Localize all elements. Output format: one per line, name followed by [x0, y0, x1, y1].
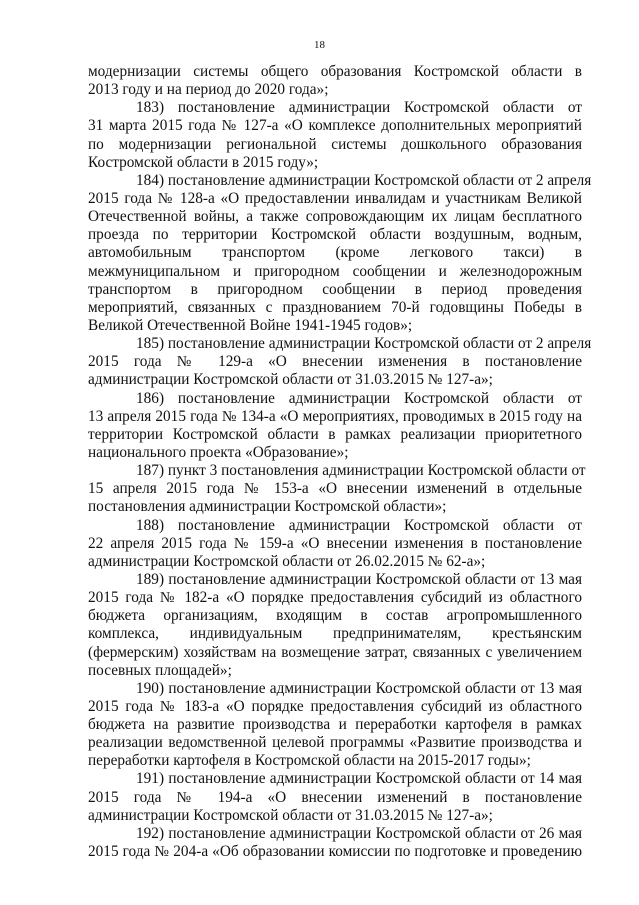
text-line: 185) постановление администрации Костромской области от 2 апреля: [136, 335, 592, 353]
text-line: комплекса, индивидуальным предпринимателям, крестьянским: [88, 625, 582, 643]
text-line: 2015 года № 194-а «О внесении изменений в постановление: [88, 788, 582, 806]
text-line: 2015 года № 128-а «О предоставлении инвалидам и участникам Великой: [88, 189, 582, 207]
text-line: посевных площадей»;: [88, 661, 232, 679]
text-line: 22 апреля 2015 года № 159-а «О внесении изменения в постановление: [88, 534, 582, 552]
text-line: Костромской области в 2015 году»;: [88, 153, 319, 171]
page-number: 18: [314, 39, 325, 51]
text-line: межмуниципальном и пригородном сообщении и железнодорожным: [88, 262, 582, 280]
text-line: 2013 году и на период до 2020 года»;: [88, 81, 329, 99]
text-line: 189) постановление администрации Костромской области от 13 мая: [136, 570, 582, 588]
text-line: постановления администрации Костромской области»;: [88, 498, 447, 516]
text-line: 13 апреля 2015 года № 134-а «О мероприятиях, проводимых в 2015 году на: [88, 407, 582, 425]
text-line: 184) постановление администрации Костромской области от 2 апреля: [136, 171, 592, 189]
document-body: [88, 63, 592, 861]
text-line: 2015 года № 204-а «Об образовании комиссии по подготовке и проведению: [88, 843, 582, 861]
text-line: администрации Костромской области от 26.02.2015 № 62-а»;: [88, 552, 486, 570]
text-line: 2015 года № 129-а «О внесении изменения в постановление: [88, 353, 582, 371]
text-line: автомобильным транспортом (кроме легкового такси) в: [88, 244, 582, 262]
text-line: 31 марта 2015 года № 127-а «О комплексе дополнительных мероприятий: [88, 117, 582, 135]
text-line: переработки картофеля в Костромской области на 2015-2017 годы»;: [88, 752, 531, 770]
text-line: 191) постановление администрации Костромской области от 14 мая: [136, 770, 582, 788]
text-line: по модернизации региональной системы дошкольного образования: [88, 135, 582, 153]
text-line: 183) постановление администрации Костромской области от: [136, 99, 582, 117]
text-line: администрации Костромской области от 31.03.2015 № 127-а»;: [88, 806, 493, 824]
text-line: реализации ведомственной целевой программы «Развитие производства и: [88, 734, 582, 752]
text-line: бюджета на развитие производства и переработки картофеля в рамках: [88, 716, 582, 734]
text-line: территории Костромской области в рамках реализации приоритетного: [88, 425, 582, 443]
text-line: 187) пункт 3 постановления администрации Костромской области от: [136, 462, 586, 480]
text-line: Великой Отечественной Войне 1941-1945 годов»;: [88, 316, 413, 334]
text-line: модернизации системы общего образования Костромской области в: [88, 63, 582, 80]
text-line: 186) постановление администрации Костромской области от: [136, 389, 582, 407]
text-line: бюджета организациям, входящим в состав агропромышленного: [88, 607, 582, 625]
text-line: 15 апреля 2015 года № 153-а «О внесении изменений в отдельные: [88, 480, 582, 498]
text-line: проезда по территории Костромской области воздушным, водным,: [88, 226, 582, 244]
text-line: Отечественной войны, а также сопровождающим их лицам бесплатного: [88, 208, 582, 226]
text-line: транспортом в пригородном сообщении в период проведения: [88, 280, 582, 298]
text-line: 190) постановление администрации Костромской области от 13 мая: [136, 679, 582, 697]
text-line: 2015 года № 183-а «О порядке предоставления субсидий из областного: [88, 697, 582, 715]
text-line: национального проекта «Образование»;: [88, 443, 349, 461]
text-line: мероприятий, связанных с празднованием 70-й годовщины Победы в: [88, 298, 582, 316]
text-line: 2015 года № 182-а «О порядке предоставления субсидий из областного: [88, 589, 582, 607]
text-line: (фермерским) хозяйствам на возмещение затрат, связанных с увеличением: [88, 643, 582, 661]
text-line: администрации Костромской области от 31.03.2015 № 127-а»;: [88, 371, 493, 389]
text-line: 188) постановление администрации Костромской области от: [136, 516, 582, 534]
text-line: 192) постановление администрации Костромской области от 26 мая: [136, 824, 582, 842]
